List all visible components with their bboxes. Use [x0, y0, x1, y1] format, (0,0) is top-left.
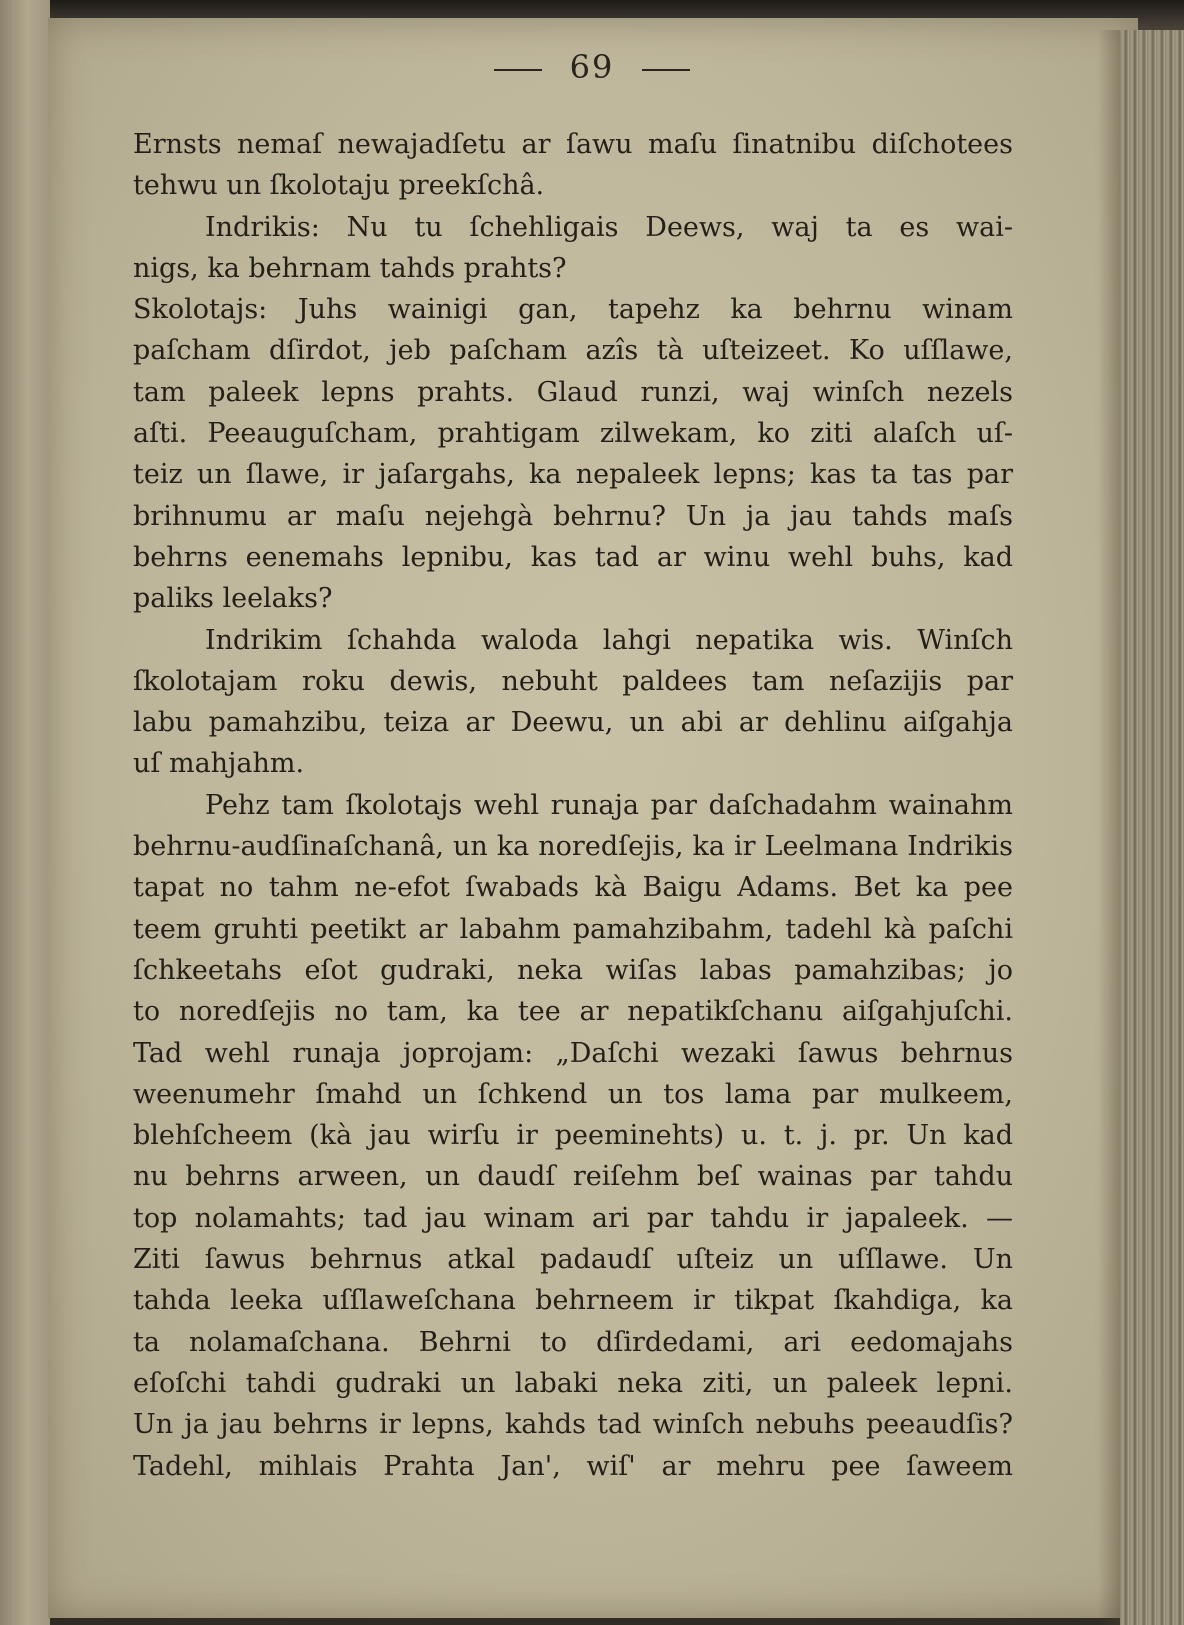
text-line: Tad wehl runaja joprojam: „Daſchi wezaki ſawus behrnus [133, 1037, 1013, 1069]
text-line: Ernsts nemaſ newajadſetu ar ſawu maſu ſinatnibu diſchotees [133, 129, 1013, 160]
text-line: aſti. Peeauguſcham, prahtigam zilwekam, ko ziti alaſch uſ- [133, 418, 1013, 450]
text-line: Ziti ſawus behrnus atkal padaudſ uſteiz un uſſlawe. Un [133, 1244, 1013, 1276]
text-line: ſkolotajam roku dewis, nebuht paldees tam neſazijis par [133, 665, 1013, 697]
text-line: behrnu-audſinaſchanâ, un ka noredſejis, ka ir Leelmana Indrikis [133, 831, 1013, 863]
text-line: tehwu un ſkolotaju preekſchâ. [133, 170, 545, 202]
text-line: nu behrns arween, un daudſ reiſehm beſ wainas par tahdu [133, 1161, 1013, 1193]
text-line: Skolotajs: Juhs wainigi gan, tapehz ka behrnu winam [133, 294, 1013, 326]
text-line: tapat no tahm ne-efot ſwabads kà Baigu Adams. Bet ka pee [133, 872, 1013, 904]
body-text [133, 124, 1013, 1487]
text-line: top nolamahts; tad jau winam ari par tahdu ir japaleek. — [133, 1202, 1013, 1234]
text-line: Un ja jau behrns ir lepns, kahds tad winſch nebuhs peeaudſis? [133, 1409, 1013, 1441]
text-line: ſchkeetahs eſot gudraki, neka wiſas labas pamahzibas; jo [133, 954, 1013, 986]
text-line: eſoſchi tahdi gudraki un labaki neka ziti, un paleek lepni. [133, 1367, 1013, 1399]
text-line: ta nolamaſchana. Behrni to dſirdedami, ari eedomajahs [133, 1326, 1013, 1358]
page-edges [1120, 30, 1184, 1625]
text-line: Pehz tam ſkolotajs wehl runaja par daſchadahm wainahm [205, 789, 1013, 821]
text-line: nigs, ka behrnam tahds prahts? [133, 252, 567, 284]
header-dash-right [642, 69, 690, 71]
text-line: Indrikim ſchahda waloda lahgi nepatika wis. Winſch [205, 624, 1013, 656]
left-binding [0, 0, 50, 1625]
text-line: brihnumu ar maſu nejehgà behrnu? Un ja jau tahds maſs [133, 500, 1013, 532]
text-line: Indrikis: Nu tu ſchehligais Deews, waj ta es wai- [205, 211, 1013, 243]
text-line: Tadehl, mihlais Prahta Jan', wiſ' ar mehru pee ſaweem [133, 1450, 1013, 1482]
text-line: paſcham dſirdot, jeb paſcham azîs tà uſteizeet. Ko uſſlawe, [133, 335, 1013, 367]
text-line: tahda leeka uſſlaweſchana behrneem ir tikpat ſkahdiga, ka [133, 1285, 1013, 1317]
text-line: weenumehr ſmahd un ſchkend un tos lama par mulkeem, [133, 1078, 1013, 1110]
text-line: teem gruhti peetikt ar labahm pamahzibahm, tadehl kà paſchi [133, 913, 1013, 945]
header-dash-left [494, 69, 542, 71]
text-line: blehſcheem (kà jau wirſu ir peeminehts) u. t. j. pr. Un kad [133, 1120, 1013, 1152]
text-line: behrns eenemahs lepnibu, kas tad ar winu wehl buhs, kad [133, 541, 1013, 573]
text-line: paliks leelaks? [133, 583, 333, 615]
text-line: to noredſejis no tam, ka tee ar nepatikſchanu aiſgahjuſchi. [133, 996, 1013, 1028]
page-header [0, 48, 1184, 86]
text-line: uſ mahjahm. [133, 748, 305, 780]
text-line: teiz un ſlawe, ir jaſargahs, ka nepaleek lepns; kas ta tas par [133, 459, 1013, 491]
page-number: 69 [569, 48, 615, 86]
text-line: tam paleek lepns prahts. Glaud runzi, waj winſch nezels [133, 376, 1013, 408]
text-line: labu pamahzibu, teiza ar Deewu, un abi ar dehlinu aiſgahja [133, 707, 1013, 739]
